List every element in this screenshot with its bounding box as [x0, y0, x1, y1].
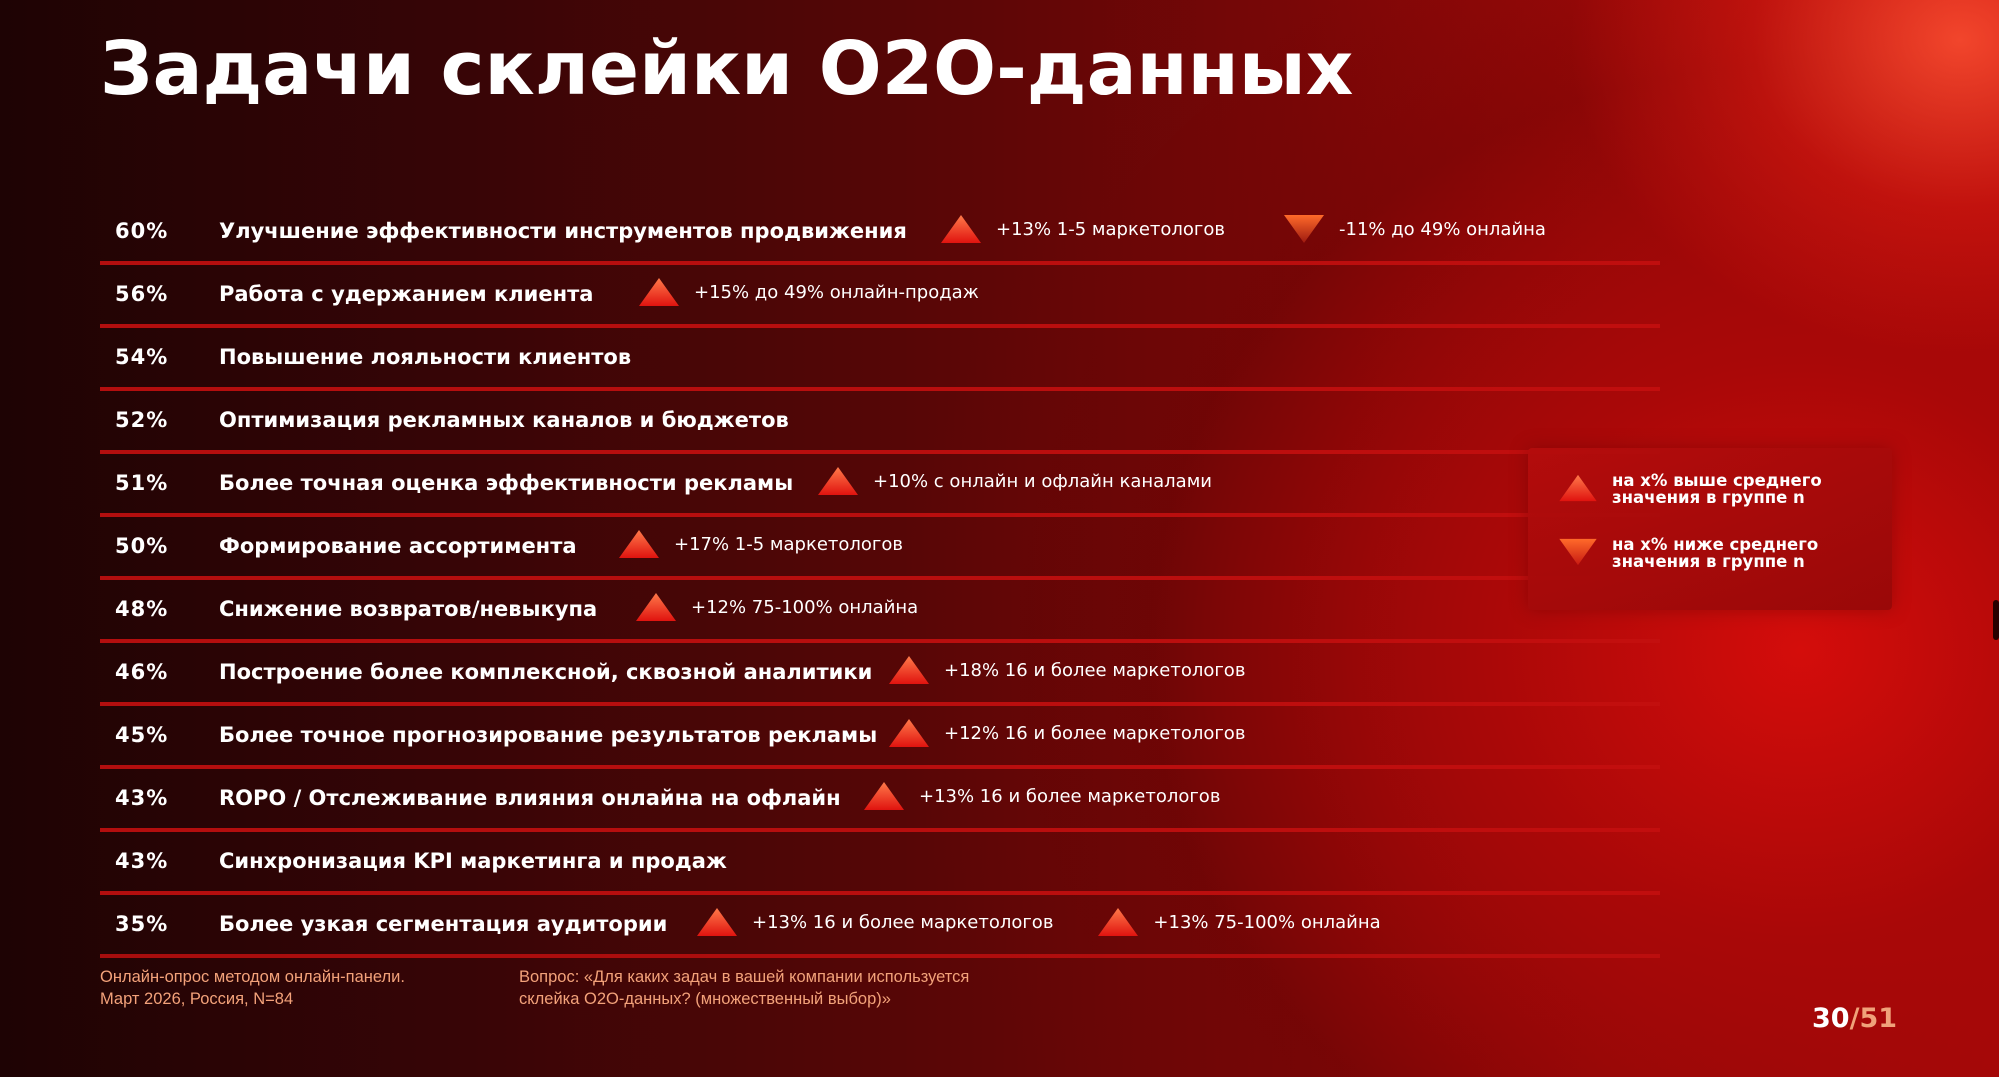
survey-method-note — [100, 966, 480, 1010]
annotation-text: -11% до 49% онлайна — [1339, 218, 1546, 240]
row-annotations — [863, 781, 1272, 811]
triangle-up-icon — [1097, 907, 1139, 937]
row-percent: 45% — [115, 723, 169, 747]
row-percent: 43% — [115, 849, 169, 873]
annotation-text: +13% 75-100% онлайна — [1153, 911, 1381, 933]
triangle-up-icon — [1558, 474, 1598, 502]
row-task-label: Синхронизация KPI маркетинга и продаж — [219, 849, 727, 873]
row-percent: 60% — [115, 219, 169, 243]
annotation-above-average — [635, 592, 918, 622]
triangle-up-icon — [635, 592, 677, 622]
triangle-up-icon — [940, 214, 982, 244]
page-total: /51 — [1849, 1003, 1898, 1034]
table-row — [100, 454, 1660, 517]
annotation-text: +10% с онлайн и офлайн каналами — [873, 470, 1212, 492]
table-row — [100, 391, 1660, 454]
row-annotations — [638, 277, 1031, 307]
row-annotations — [635, 592, 970, 622]
annotation-text: +17% 1-5 маркетологов — [674, 533, 904, 555]
task-table — [100, 202, 1660, 958]
row-annotations — [618, 529, 955, 559]
row-annotations — [888, 655, 1297, 685]
triangle-up-icon — [863, 781, 905, 811]
annotation-above-average — [940, 214, 1225, 244]
row-percent: 51% — [115, 471, 169, 495]
survey-question-note — [519, 966, 1079, 1010]
table-row — [100, 643, 1660, 706]
row-percent: 48% — [115, 597, 169, 621]
annotation-text: +18% 16 и более маркетологов — [944, 659, 1246, 681]
scrollbar-handle[interactable] — [1993, 600, 1999, 640]
row-task-label: Улучшение эффективности инструментов продвижения — [219, 219, 907, 243]
triangle-up-icon — [817, 466, 859, 496]
row-task-label: Построение более комплексной, сквозной аналитики — [219, 660, 873, 684]
triangle-down-icon — [1558, 538, 1598, 566]
row-task-label: Более точная оценка эффективности рекламы — [219, 471, 794, 495]
legend — [1528, 448, 1892, 610]
survey-question-line: склейка О2О-данных? (множественный выбор)» — [519, 990, 891, 1008]
triangle-down-icon — [1283, 214, 1325, 244]
row-annotations — [940, 214, 1598, 244]
annotation-text: +13% 1-5 маркетологов — [996, 218, 1226, 240]
table-row — [100, 202, 1660, 265]
annotation-below-average — [1283, 214, 1546, 244]
table-row — [100, 895, 1660, 958]
triangle-up-icon — [888, 718, 930, 748]
row-task-label: Работа с удержанием клиента — [219, 282, 594, 306]
row-task-label: Повышение лояльности клиентов — [219, 345, 632, 369]
table-row — [100, 769, 1660, 832]
page-counter — [1812, 1003, 1897, 1034]
triangle-up-icon — [888, 655, 930, 685]
table-row — [100, 832, 1660, 895]
annotation-above-average — [696, 907, 1053, 937]
row-percent: 35% — [115, 912, 169, 936]
row-annotations — [817, 466, 1264, 496]
row-task-label: Оптимизация рекламных каналов и бюджетов — [219, 408, 789, 432]
page-title: Задачи склейки О2О-данных — [100, 26, 1354, 112]
annotation-text: +15% до 49% онлайн-продаж — [694, 281, 979, 303]
annotation-above-average — [638, 277, 979, 307]
survey-date-line: Март 2026, Россия, N=84 — [100, 990, 294, 1008]
annotation-above-average — [618, 529, 903, 559]
row-percent: 46% — [115, 660, 169, 684]
annotation-text: +12% 16 и более маркетологов — [944, 722, 1246, 744]
table-row — [100, 517, 1660, 580]
legend-item-up — [1558, 472, 1862, 506]
survey-question-line: Вопрос: «Для каких задач в вашей компании используется — [519, 968, 970, 986]
row-percent: 50% — [115, 534, 169, 558]
annotation-text: +12% 75-100% онлайна — [691, 596, 919, 618]
table-row — [100, 328, 1660, 391]
annotation-above-average — [888, 655, 1245, 685]
row-annotations — [888, 718, 1297, 748]
legend-label-down: на х% ниже среднего значения в группе n — [1612, 535, 1819, 571]
legend-item-down — [1558, 536, 1862, 570]
row-percent: 54% — [115, 345, 169, 369]
annotation-above-average — [863, 781, 1220, 811]
row-percent: 52% — [115, 408, 169, 432]
annotation-text: +13% 16 и более маркетологов — [919, 785, 1221, 807]
annotation-text: +13% 16 и более маркетологов — [752, 911, 1054, 933]
row-task-label: Снижение возвратов/невыкупа — [219, 597, 598, 621]
survey-method-line: Онлайн-опрос методом онлайн-панели. — [100, 968, 405, 986]
row-task-label: Более узкая сегментация аудитории — [219, 912, 668, 936]
row-task-label: Более точное прогнозирование результатов рекламы — [219, 723, 878, 747]
triangle-up-icon — [696, 907, 738, 937]
annotation-above-average — [888, 718, 1245, 748]
annotation-above-average — [1097, 907, 1380, 937]
triangle-up-icon — [638, 277, 680, 307]
table-row — [100, 580, 1660, 643]
row-percent: 43% — [115, 786, 169, 810]
annotation-above-average — [817, 466, 1212, 496]
page-current: 30 — [1812, 1003, 1850, 1034]
legend-label-up: на х% выше среднего значения в группе n — [1612, 471, 1822, 507]
row-task-label: ROPO / Отслеживание влияния онлайна на офлайн — [219, 786, 841, 810]
row-percent: 56% — [115, 282, 169, 306]
triangle-up-icon — [618, 529, 660, 559]
row-task-label: Формирование ассортимента — [219, 534, 577, 558]
row-annotations — [696, 907, 1433, 937]
table-row — [100, 265, 1660, 328]
table-row — [100, 706, 1660, 769]
